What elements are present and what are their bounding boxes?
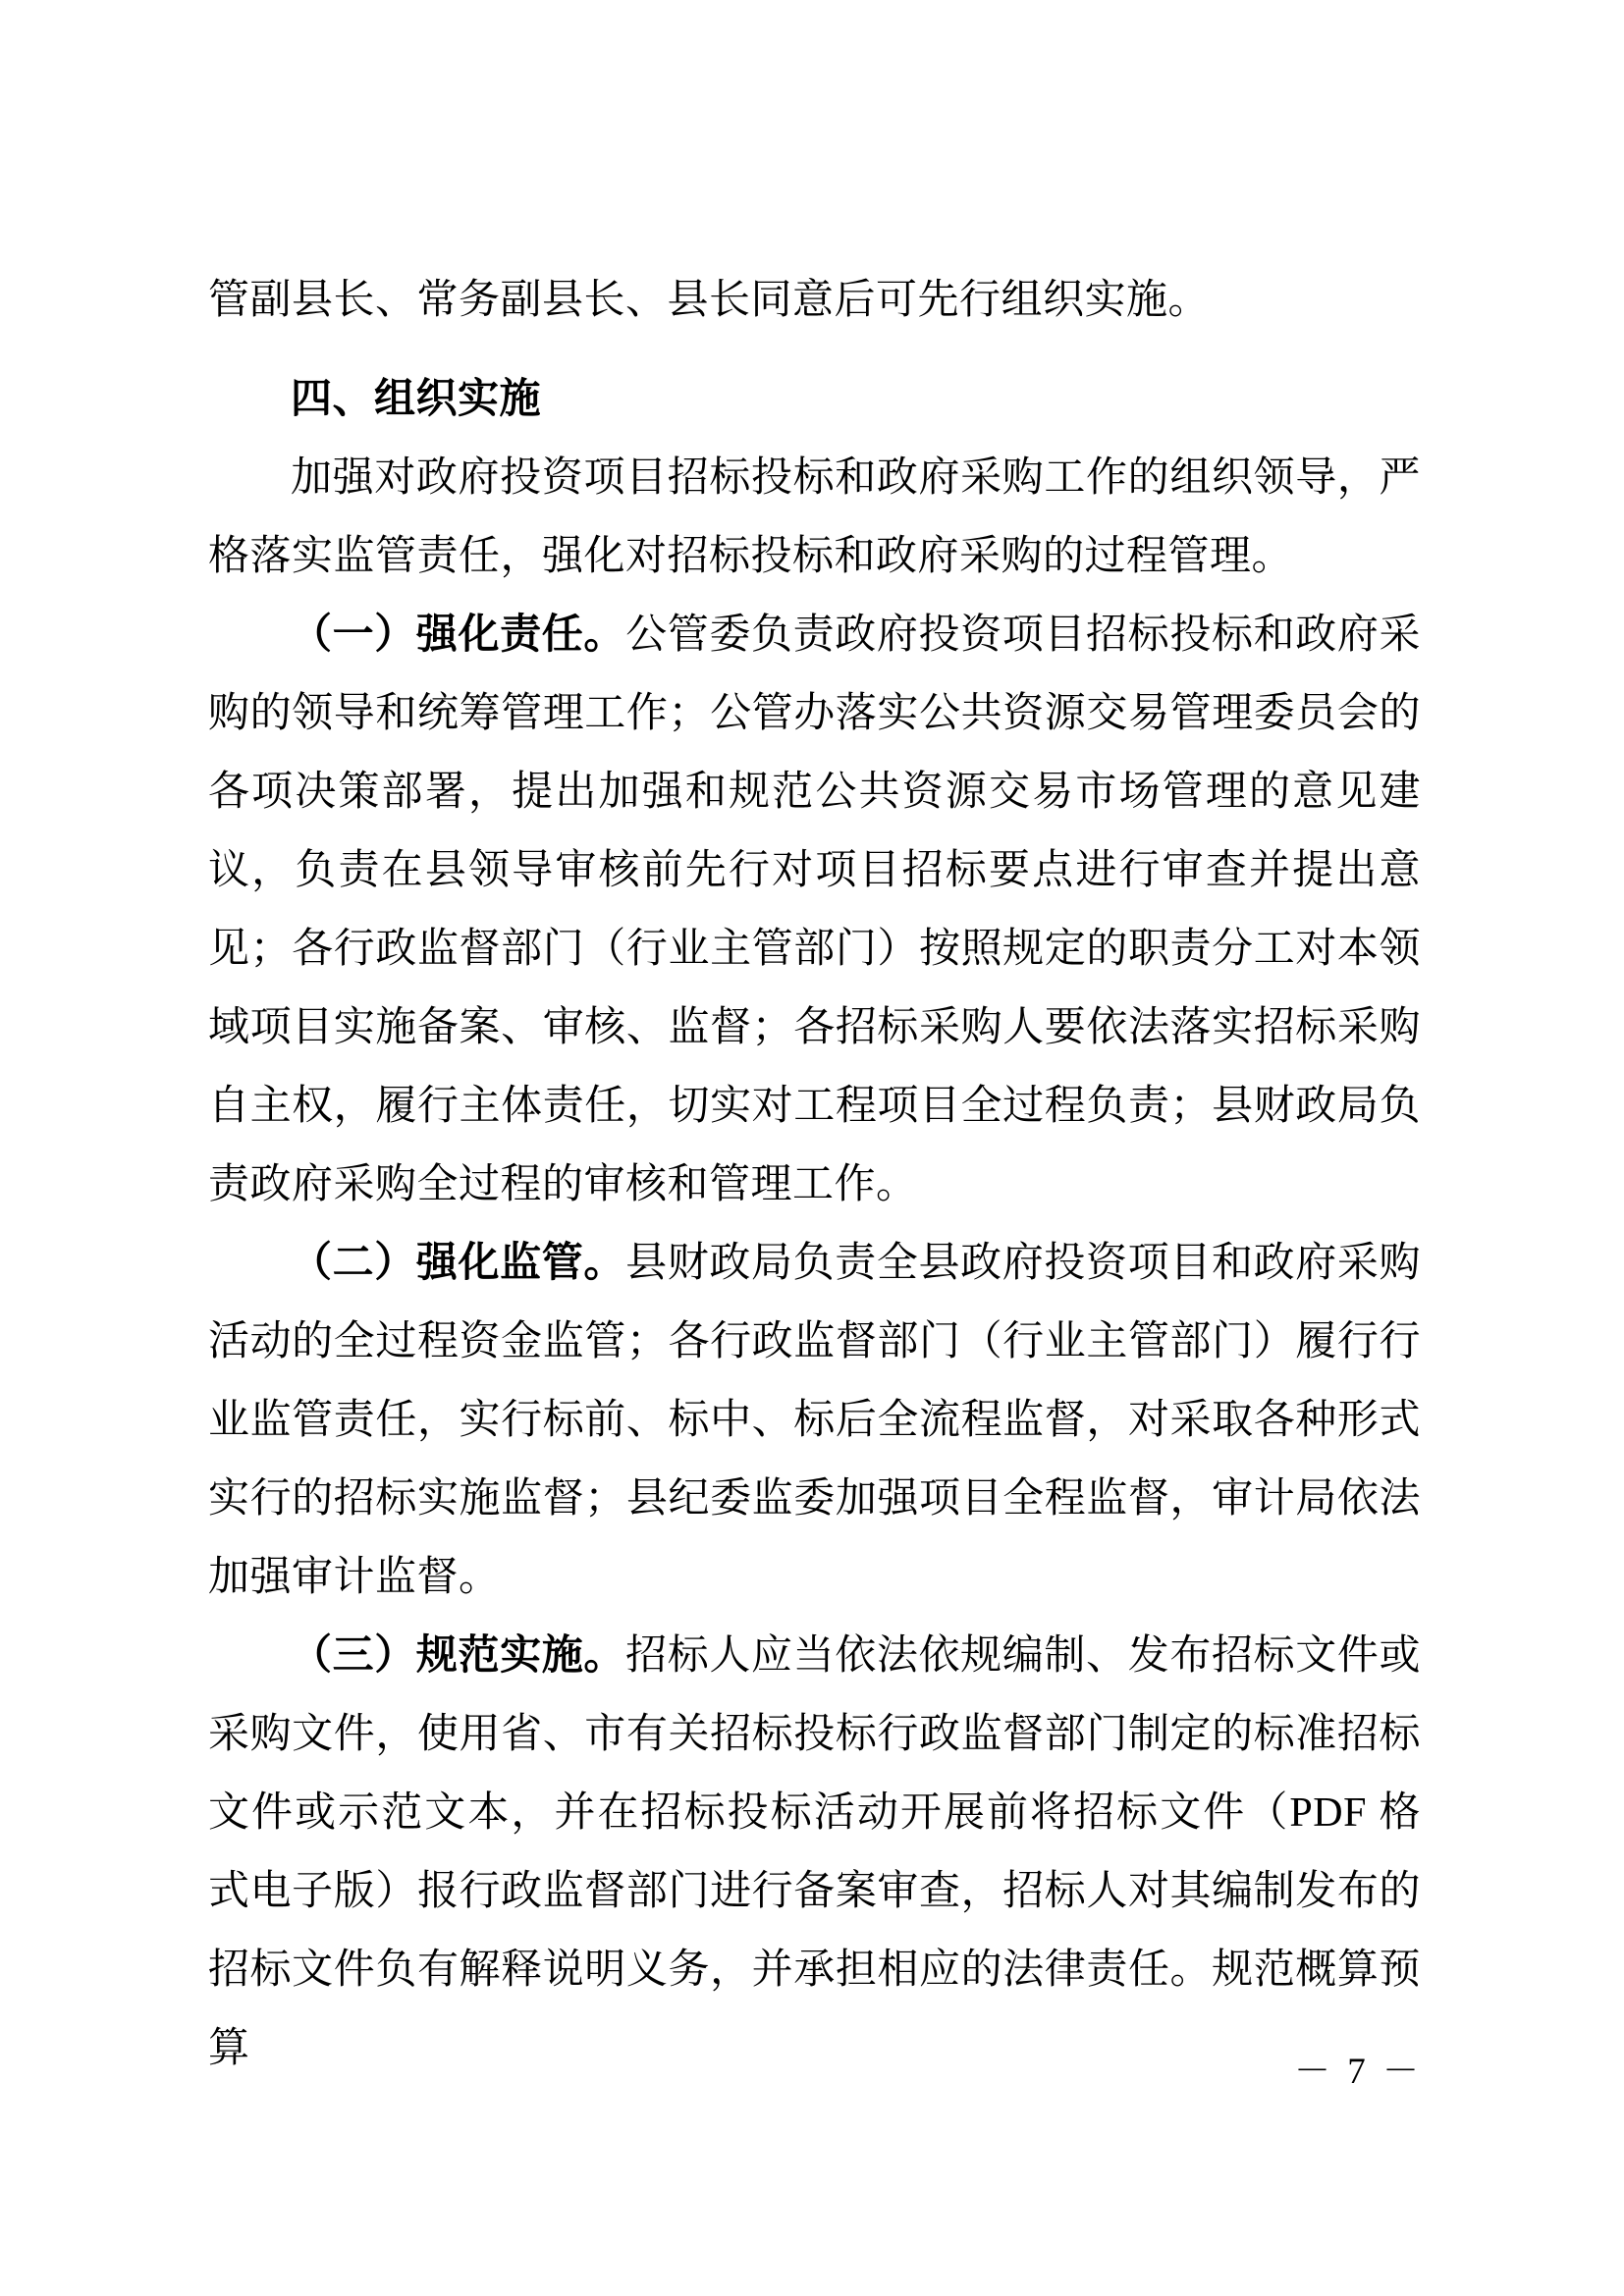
paragraph-item-2-text: 县财政局负责全县政府投资项目和政府采购活动的全过程资金监管；各行政监督部门（行业主管部门）履行行业监管责任，实行标前、标中、标后全流程监督，对采取各种形式实行的招标实施监督；县纪委监委加强项目全程监督，审计局依法加强审计监督。 xyxy=(208,1241,1421,1600)
document-body xyxy=(208,261,1421,2088)
paragraph-item-2 xyxy=(208,1224,1421,1617)
paragraph-item-3 xyxy=(208,1617,1421,2088)
paragraph-continuation: 管副县长、常务副县长、县长同意后可先行组织实施。 xyxy=(208,278,1211,323)
paragraph-item-3-text: 招标人应当依法依规编制、发布招标文件或采购文件，使用省、市有关招标投标行政监督部门制定的标准招标文件或示范文本，并在招标投标活动开展前将招标文件（PDF 格式电子版）报行政监督部门进行备案审查，招标人对其编制发布的招标文件负有解释说明义务，并承担相应的法律责任。规范概算预算 xyxy=(208,1633,1421,2071)
page-number: － 7 － xyxy=(1294,2052,1423,2092)
paragraph-item-3-lead: （三）规范实施。 xyxy=(291,1633,626,1679)
paragraph-item-1-lead: （一）强化责任。 xyxy=(291,613,626,658)
section-heading: 四、组织实施 xyxy=(291,377,542,422)
paragraph-item-2-lead: （二）强化监管。 xyxy=(291,1241,626,1286)
paragraph-item-1-text: 公管委负责政府投资项目招标投标和政府采购的领导和统筹管理工作；公管办落实公共资源交易管理委员会的各项决策部署，提出加强和规范公共资源交易市场管理的意见建议，负责在县领导审核前先行对项目招标要点进行审查并提出意见；各行政监督部门（行业主管部门）按照规定的职责分工对本领域项目实施备案、审核、监督；各招标采购人要依法落实招标采购自主权，履行主体责任，切实对工程项目全过程负责；县财政局负责政府采购全过程的审核和管理工作。 xyxy=(208,613,1421,1207)
paragraph-intro: 加强对政府投资项目招标投标和政府采购工作的组织领导，严格落实监管责任，强化对招标投标和政府采购的过程管理。 xyxy=(208,455,1421,579)
paragraph-item-1 xyxy=(208,596,1421,1224)
